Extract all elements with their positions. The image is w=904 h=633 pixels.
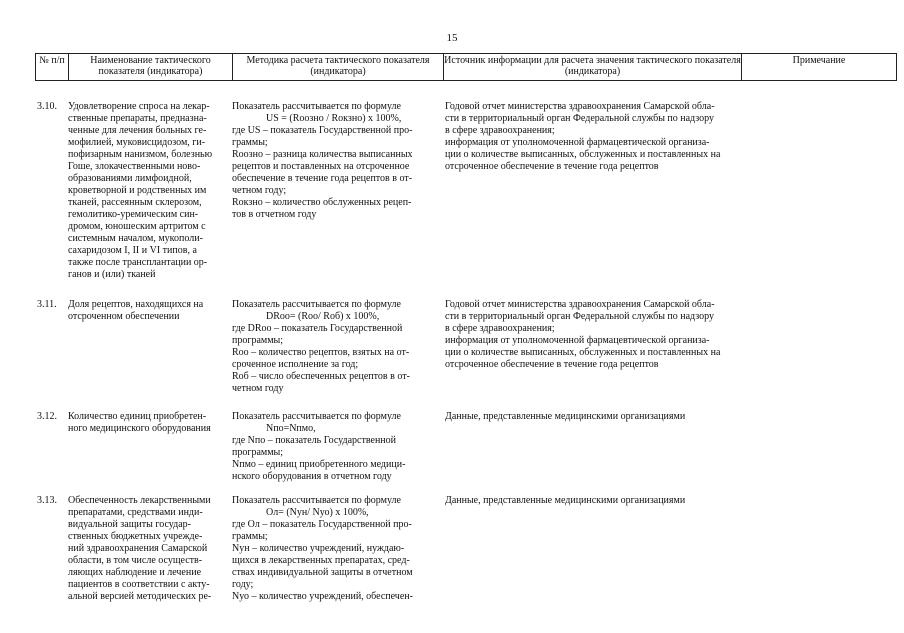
text-line: Обеспеченность лекарственными <box>68 495 211 506</box>
text-line: щихся в лекарственных препаратах, сред- <box>232 555 410 566</box>
text-line: ственные препараты, предназна- <box>68 113 207 124</box>
text-line: Nуо – количество учреждений, обеспечен- <box>232 591 413 602</box>
text-line: ствах индивидуальной защиты в отчетном <box>232 567 413 578</box>
indicator-name <box>68 411 228 495</box>
text-line: где DRоо – показатель Государственной <box>232 323 403 334</box>
text-line: видуальной защиты государ- <box>68 519 191 530</box>
text-line: рецептов и поставленных на отсроченное <box>232 161 410 172</box>
text-line: ганов и (или) тканей <box>68 269 156 280</box>
text-line: Rокзно – количество обслуженных рецеп- <box>232 197 412 208</box>
calculation-method <box>228 299 439 411</box>
text-line: области, в том числе осуществ- <box>68 555 203 566</box>
text-line: тканей, рассеянным склерозом, <box>68 197 202 208</box>
text-line: обеспечение в течение года рецептов в от- <box>232 173 413 184</box>
text-line: дромом, юношеским артритом с <box>68 221 206 232</box>
text-line: Удовлетворение спроса на лекар- <box>68 101 210 112</box>
text-line: пациентов в соответствии с акту- <box>68 579 210 590</box>
text-line: Годовой отчет министерства здравоохранения Самарской обла- <box>445 101 715 112</box>
text-line: где Nпо – показатель Государственной <box>232 435 397 446</box>
table-header <box>35 53 897 81</box>
text-line: образованиями лимфоидной, <box>68 173 192 184</box>
text-line: отсроченное обеспечение в течение года рецептов <box>445 161 659 172</box>
text-line: Показатель рассчитывается по формуле <box>232 411 401 422</box>
text-line: четном году <box>232 383 284 394</box>
information-source <box>439 411 739 495</box>
text-line: ляющих наблюдение и лечение <box>68 567 202 578</box>
text-line: Nпмо – единиц приобретенного медици- <box>232 459 406 470</box>
text-line: Доля рецептов, находящихся на <box>68 299 204 310</box>
formula-line: Oл= (Nун/ Nуо) x 100%, <box>266 507 369 518</box>
text-line: Rоо – количество рецептов, взятых на от- <box>232 347 410 358</box>
text-line: пофизарным нанизмом, болезнью <box>68 149 213 160</box>
text-line: информация от уполномоченной фармацевтической организа- <box>445 137 710 148</box>
header-number: № п/п <box>35 54 68 80</box>
text-line: Rоб – число обеспеченных рецептов в от- <box>232 371 410 382</box>
text-line: тов в отчетном году <box>232 209 317 220</box>
text-line: Показатель рассчитывается по формуле <box>232 495 401 506</box>
text-line: препаратами, средствами инди- <box>68 507 203 518</box>
table-row <box>35 495 897 625</box>
text-line: Nун – количество учреждений, нуждаю- <box>232 543 405 554</box>
indicator-name <box>68 101 228 299</box>
text-line: году; <box>232 579 254 590</box>
text-line: граммы; <box>232 531 268 542</box>
table-row <box>35 299 897 411</box>
text-line: ственных бюджетных учрежде- <box>68 531 203 542</box>
text-line: в сфере здравоохранения; <box>445 323 555 334</box>
row-number: 3.10. <box>37 101 57 112</box>
header-source: Источник информации для расчета значения тактического показателя (индикатора) <box>443 54 741 80</box>
table-row <box>35 411 897 495</box>
text-line: ции о количестве выписанных, обслуженных и поставленных на <box>445 347 721 358</box>
indicator-name <box>68 495 228 625</box>
formula-line: DRоо= (Rоо/ Rоб) x 100%, <box>266 311 380 322</box>
table-row <box>35 101 897 299</box>
text-line: сроченное исполнение за год; <box>232 359 359 370</box>
text-line: в сфере здравоохранения; <box>445 125 555 136</box>
row-number: 3.13. <box>37 495 57 506</box>
text-line: Показатель рассчитывается по формуле <box>232 299 401 310</box>
text-line: граммы; <box>232 137 268 148</box>
text-line: сахаридозом I, II и VI типов, а <box>68 245 197 256</box>
text-line: Гоше, злокачественными ново- <box>68 161 201 172</box>
text-line: Годовой отчет министерства здравоохранения Самарской обла- <box>445 299 715 310</box>
text-line: Данные, представленные медицинскими организациями <box>445 495 686 506</box>
text-line: ний здравоохранения Самарской <box>68 543 208 554</box>
text-line: где Oл – показатель Государственной про- <box>232 519 412 530</box>
text-line: системным началом, мукополи- <box>68 233 203 244</box>
information-source <box>439 299 739 411</box>
formula-line: Nпо=Nпмо, <box>266 423 316 434</box>
text-line: ченные для лечения больных ге- <box>68 125 207 136</box>
text-line: также после трансплантации ор- <box>68 257 208 268</box>
text-line: Данные, представленные медицинскими организациями <box>445 411 686 422</box>
formula-line: US = (Rоознo / Rокзно) x 100%, <box>266 113 402 124</box>
calculation-method <box>228 495 439 625</box>
text-line: мофилией, муковисцидозом, ги- <box>68 137 206 148</box>
calculation-method <box>228 101 439 299</box>
text-line: нского оборудования в отчетном году <box>232 471 392 482</box>
row-number: 3.11. <box>37 299 57 310</box>
information-source <box>439 101 739 299</box>
calculation-method <box>228 411 439 495</box>
text-line: программы; <box>232 447 284 458</box>
text-line: отсроченное обеспечение в течение года рецептов <box>445 359 659 370</box>
text-line: Количество единиц приобретен- <box>68 411 207 422</box>
text-line: ции о количестве выписанных, обслуженных и поставленных на <box>445 149 721 160</box>
text-line: кроветворной и родственных им <box>68 185 207 196</box>
text-line: программы; <box>232 335 284 346</box>
header-method: Методика расчета тактического показателя (индикатора) <box>232 54 443 80</box>
table-body <box>35 101 897 625</box>
text-line: Rоознo – разница количества выписанных <box>232 149 413 160</box>
text-line: ного медицинского оборудования <box>68 423 211 434</box>
text-line: информация от уполномоченной фармацевтической организа- <box>445 335 710 346</box>
page-number: 15 <box>446 32 458 44</box>
header-note: Примечание <box>741 54 897 80</box>
text-line: Показатель рассчитывается по формуле <box>232 101 401 112</box>
information-source <box>439 495 739 625</box>
text-line: сти в территориальный орган Федеральной службы по надзору <box>445 113 715 124</box>
text-line: отсроченном обеспечении <box>68 311 180 322</box>
text-line: гемолитико-уремическим син- <box>68 209 199 220</box>
text-line: сти в территориальный орган Федеральной службы по надзору <box>445 311 715 322</box>
text-line: где US – показатель Государственной про- <box>232 125 413 136</box>
text-line: четном году; <box>232 185 287 196</box>
header-indicator-name: Наименование тактического показателя (индикатора) <box>68 54 232 80</box>
row-number: 3.12. <box>37 411 57 422</box>
indicator-name <box>68 299 228 411</box>
text-line: альной версией методических ре- <box>68 591 212 602</box>
